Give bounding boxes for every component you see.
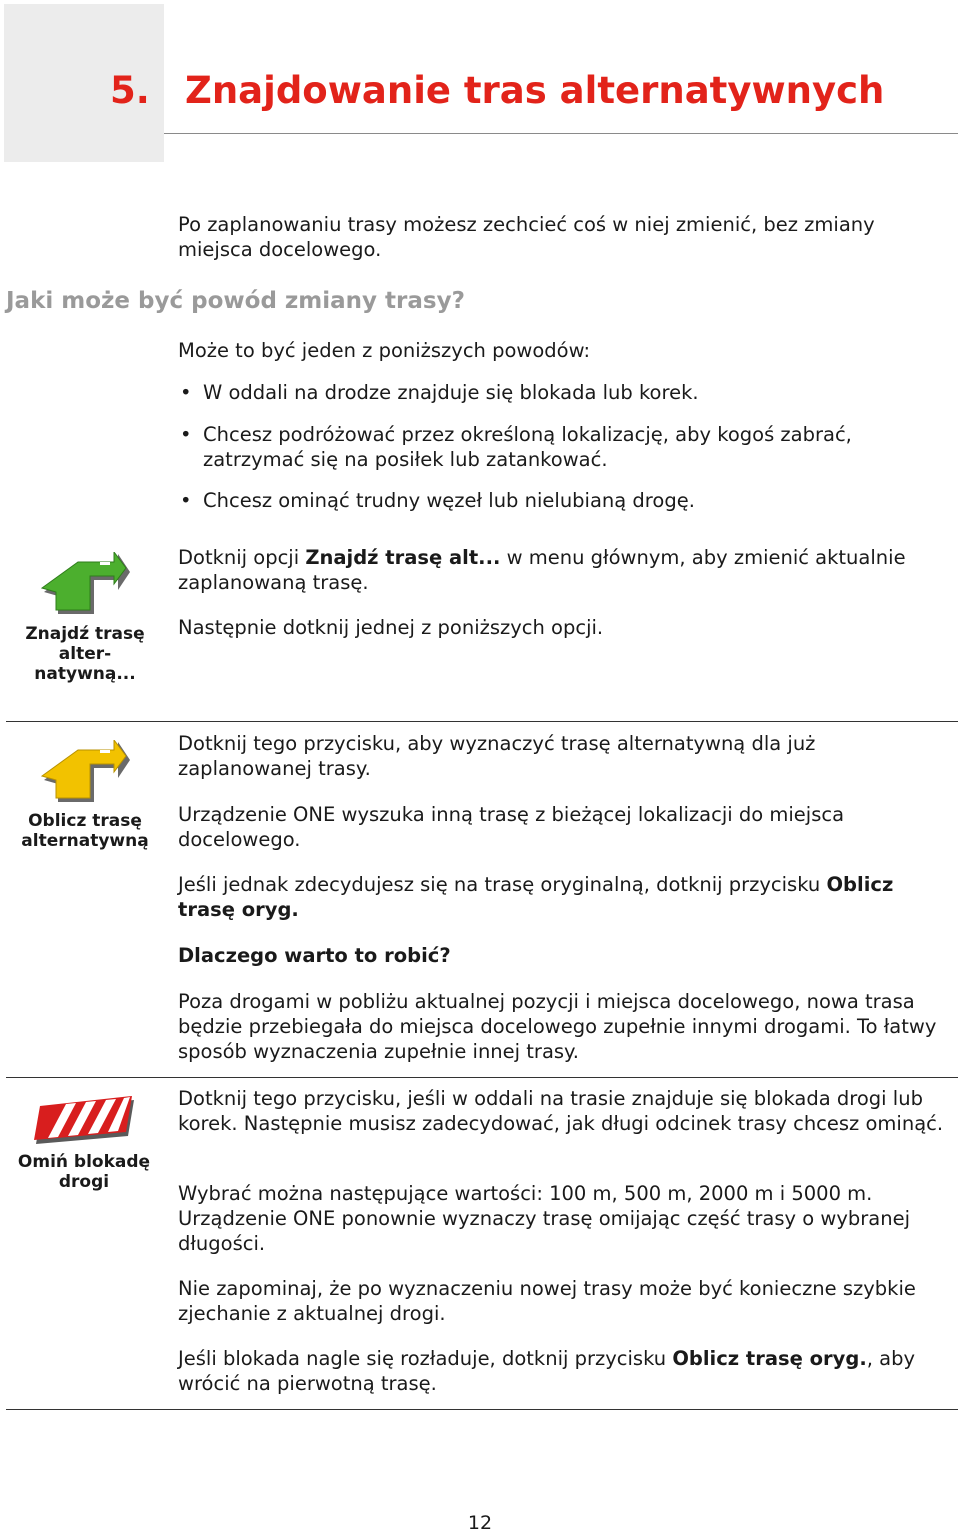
calc-alt-paragraph-2: Urządzenie ONE wyszuka inną trasę z bieżącej lokalizacji do miejsca docelowego. (178, 803, 845, 851)
page-number: 12 (467, 1512, 493, 1534)
list-item: • Chcesz podróżować przez określoną lokalizację, aby kogoś zabrać, zatrzymać się na posiłek lub zatankować. (180, 423, 852, 471)
bullet-dot: • (180, 489, 192, 512)
calculate-alternative-label: Oblicz trasę alternatywną (21, 811, 149, 851)
calc-alt-paragraph-3: Jeśli jednak zdecydujesz się na trasę oryginalną, dotknij przycisku Oblicz trasę oryg. (178, 873, 894, 921)
avoid-block-paragraph-2: Wybrać można następujące wartości: 100 m, 500 m, 2000 m i 5000 m. Urządzenie ONE ponownie wyznaczy trasę omijając część trasy o wybranej długości. (178, 1182, 911, 1255)
chapter-number: 5. (110, 69, 150, 112)
chapter-title: Znajdowanie tras alternatywnych (185, 69, 885, 112)
roadblock-label: Omiń blokadę drogi (17, 1152, 151, 1192)
roadblock-icon[interactable] (34, 1094, 136, 1146)
intro-paragraph: Po zaplanowaniu trasy możesz zechcieć coś w niej zmienić, bez zmiany miejsca docelowego. (178, 213, 875, 261)
why-heading: Dlaczego warto to robić? (178, 944, 451, 967)
avoid-block-paragraph-3: Nie zapominaj, że po wyznaczeniu nowej trasy może być konieczne szybkie zjechanie z aktualnej drogi. (178, 1277, 916, 1325)
find-alternative-route-label: Znajdź trasę alter- natywną... (25, 624, 145, 684)
bullet-dot: • (180, 423, 192, 446)
calc-alt-paragraph-4: Poza drogami w pobliżu aktualnej pozycji i miejsca docelowego, nowa trasa będzie przebiegała do miejsca docelowego zupełnie innymi drogami. To łatwy sposób wyznaczenia zupełnie innej trasy. (178, 990, 937, 1063)
find-alternative-route-icon[interactable] (40, 552, 132, 618)
calc-alt-paragraph-1: Dotknij tego przycisku, aby wyznaczyć trasę alternatywną dla już zaplanowanej trasy. (178, 732, 816, 780)
title-divider (164, 133, 958, 134)
avoid-block-paragraph-1: Dotknij tego przycisku, jeśli w oddali na trasie znajduje się blokada drogi lub korek. Następnie musisz zadecydować, jak długi odcinek trasy chcesz ominąć. (178, 1087, 944, 1135)
section-divider (6, 1077, 958, 1078)
list-item: • W oddali na drodze znajduje się blokada lub korek. (180, 381, 699, 404)
find-alt-paragraph: Dotknij opcji Znajdź trasę alt... w menu głównym, aby zmienić aktualnie zaplanowaną trasę. (178, 546, 906, 594)
avoid-block-paragraph-4: Jeśli blokada nagle się rozładuje, dotknij przycisku Oblicz trasę oryg., aby wrócić na pierwotną trasę. (178, 1347, 916, 1395)
reasons-lead: Może to być jeden z poniższych powodów: (178, 339, 591, 362)
section-divider (6, 1409, 958, 1410)
bullet-dot: • (180, 381, 192, 404)
list-item: • Chcesz ominąć trudny węzeł lub nielubianą drogę. (180, 489, 695, 512)
find-alt-next-paragraph: Następnie dotknij jednej z poniższych opcji. (178, 616, 604, 639)
section-divider (6, 721, 958, 722)
calculate-alternative-icon[interactable] (40, 740, 132, 806)
section-subheading: Jaki może być powód zmiany trasy? (6, 288, 465, 314)
